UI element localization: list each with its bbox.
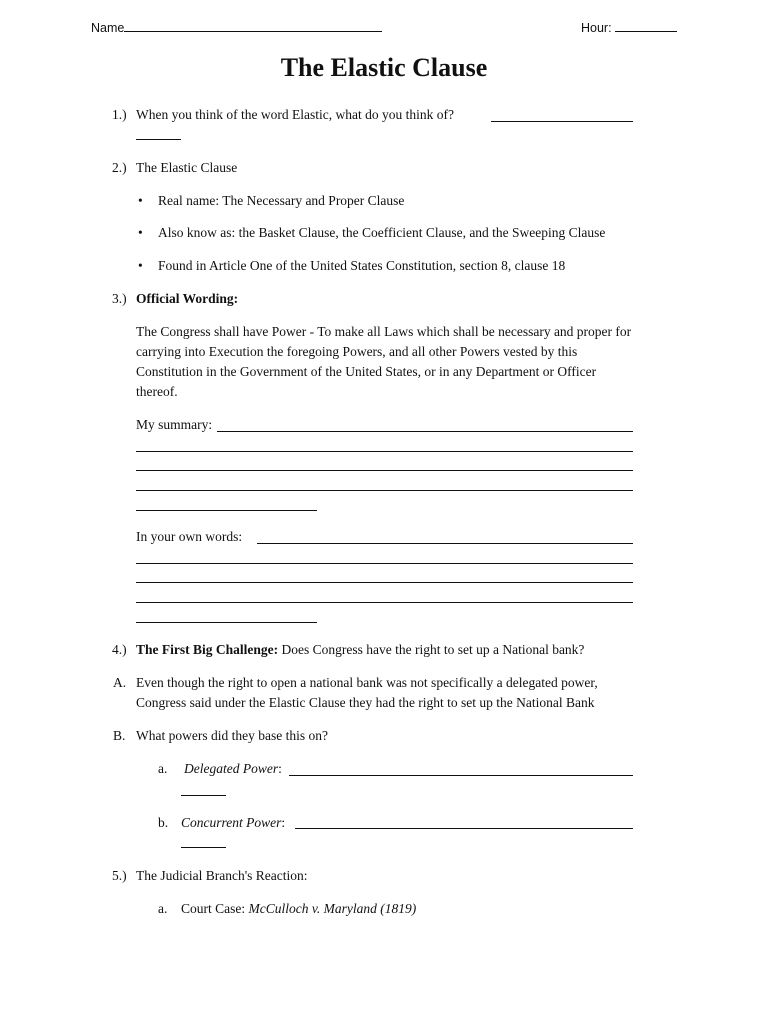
concurrent-power-line-1[interactable] xyxy=(295,828,633,829)
bullet-marker: • xyxy=(138,193,143,208)
q3-wording-line-2: carrying into Execution the foregoing Powers, and all other Powers vested by this xyxy=(136,344,578,359)
q2-text: The Elastic Clause xyxy=(136,160,238,175)
delegated-power-line-1[interactable] xyxy=(289,775,633,776)
q3-wording-line-1: The Congress shall have Power - To make all Laws which shall be necessary and proper for xyxy=(136,324,632,339)
q2-bullet-2: Also know as: the Basket Clause, the Coefficient Clause, and the Sweeping Clause xyxy=(158,225,606,240)
hour-field[interactable] xyxy=(581,19,677,35)
q1-answer-line-2[interactable] xyxy=(136,139,181,140)
q2-number: 2.) xyxy=(112,160,127,175)
own-words-line-4[interactable] xyxy=(136,602,633,603)
own-words-label: In your own words: xyxy=(136,529,243,544)
q4-sub-b-label: b. xyxy=(158,815,169,830)
concurrent-power-label: Concurrent Power xyxy=(181,815,282,830)
q1-text: When you think of the word Elastic, what do you think of? xyxy=(136,107,454,122)
q4-sub-a-text xyxy=(184,761,282,777)
q4-a-line-2: Congress said under the Elastic Clause they had the right to set up the National Bank xyxy=(136,695,595,710)
q4-a-line-1: Even though the right to open a national bank was not specifically a delegated power, xyxy=(136,675,598,690)
q4-line xyxy=(136,642,584,658)
q3-number: 3.) xyxy=(112,291,127,306)
summary-line-3[interactable] xyxy=(136,470,633,471)
own-words-line-5[interactable] xyxy=(136,622,317,623)
name-blank[interactable] xyxy=(124,19,382,32)
q4-sub-a-label: a. xyxy=(158,761,168,776)
hour-blank[interactable] xyxy=(615,19,677,32)
court-case-prefix: Court Case: xyxy=(181,901,249,916)
concurrent-power-line-2[interactable] xyxy=(181,847,226,848)
q4-a-label: A. xyxy=(113,675,127,690)
summary-label: My summary: xyxy=(136,417,213,432)
bullet-marker: • xyxy=(138,258,143,273)
q4-b-label: B. xyxy=(113,728,126,743)
delegated-power-line-2[interactable] xyxy=(181,795,226,796)
q1-number: 1.) xyxy=(112,107,127,122)
own-words-line-1[interactable] xyxy=(257,543,633,544)
delegated-power-label: Delegated Power xyxy=(184,761,279,776)
summary-line-2[interactable] xyxy=(136,451,633,452)
q2-bullet-1: Real name: The Necessary and Proper Clause xyxy=(158,193,405,208)
own-words-line-3[interactable] xyxy=(136,582,633,583)
name-field[interactable] xyxy=(91,19,382,35)
q4-question: Does Congress have the right to set up a National bank? xyxy=(281,642,585,657)
colon: : xyxy=(281,815,286,830)
own-words-line-2[interactable] xyxy=(136,563,633,564)
q4-b-text: What powers did they base this on? xyxy=(136,728,328,743)
q4-heading: The First Big Challenge: xyxy=(136,642,279,657)
q4-number: 4.) xyxy=(112,642,127,657)
q5-number: 5.) xyxy=(112,868,127,883)
summary-line-4[interactable] xyxy=(136,490,633,491)
hour-label: Hour: xyxy=(581,21,612,35)
summary-line-1[interactable] xyxy=(217,431,633,432)
q3-heading-text: Official Wording: xyxy=(136,291,239,306)
q1-answer-line-1[interactable] xyxy=(491,121,633,122)
colon: : xyxy=(278,761,282,776)
q3-wording-line-3: Constitution in the Government of the United States, or in any Department or Officer xyxy=(136,364,597,379)
q2-bullet-3: Found in Article One of the United States Constitution, section 8, clause 18 xyxy=(158,258,566,273)
q5-text: The Judicial Branch's Reaction: xyxy=(136,868,308,883)
page-title: The Elastic Clause xyxy=(280,53,488,82)
name-label: Name xyxy=(91,21,125,35)
q5-sub-a-label: a. xyxy=(158,901,168,916)
q3-heading xyxy=(136,291,238,307)
q3-wording-line-4: thereof. xyxy=(136,384,178,399)
q5-sub-a-text xyxy=(181,901,416,917)
summary-line-5[interactable] xyxy=(136,510,317,511)
court-case-name: McCulloch v. Maryland (1819) xyxy=(248,901,417,916)
bullet-marker: • xyxy=(138,225,143,240)
q4-sub-b-text xyxy=(181,815,285,831)
